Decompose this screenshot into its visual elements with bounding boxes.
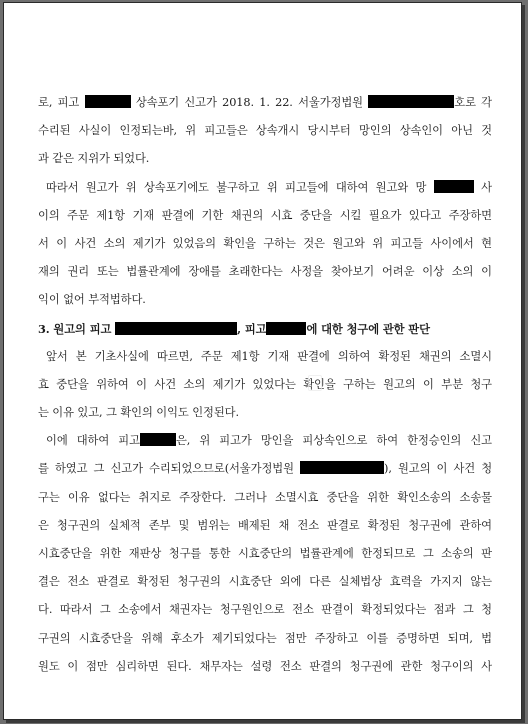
section-heading <box>38 315 492 343</box>
text-segment: 구권의 시효중단을 위해 후소가 제기되었다는 점만 주장하고 이를 증명하면 되며, 법 <box>38 631 492 645</box>
heading-segment: 3. 원고의 피고 <box>38 321 116 336</box>
text-segment: 은 청구권의 실체적 존부 및 범위는 배제된 채 전소 판결로 확정된 청구권에 관하여 <box>38 518 492 532</box>
document-page <box>3 2 522 720</box>
text-line <box>38 89 492 117</box>
text-line <box>38 117 492 145</box>
text-segment: 따라서 원고가 위 상속포기에도 불구하고 위 피고들에 대하여 원고와 망 <box>46 180 434 194</box>
text-segment: 과 같은 지위가 되었다. <box>38 152 150 166</box>
heading-segment: , 피고 <box>237 321 267 336</box>
text-line <box>38 625 492 653</box>
text-segment: 재의 권리 또는 법률관계에 장애를 초래한다는 사정을 찾아보기 어려운 이상 소의 이 <box>38 265 492 279</box>
text-line <box>38 484 492 512</box>
redaction-block <box>434 180 474 193</box>
text-segment: 익이 없어 부적법하다. <box>38 293 146 307</box>
text-segment: 구는 이유 없다는 취지로 주장한다. 그러나 소멸시효 중단을 위한 확인소송의 소송물 <box>38 490 492 504</box>
redaction-block <box>140 433 176 446</box>
text-segment: 이에 대하여 피고 <box>46 434 140 448</box>
text-segment: ), 원고의 이 사건 청 <box>384 462 493 476</box>
text-line <box>38 653 492 681</box>
text-line <box>38 286 492 314</box>
text-line <box>38 399 492 427</box>
text-line <box>38 568 492 596</box>
text-segment: 사 <box>473 180 492 194</box>
text-line <box>38 455 492 483</box>
text-line <box>38 202 492 230</box>
text-segment: 이의 주문 제1항 기재 판결에 기한 채권의 시효 중단을 시킬 필요가 있다고 주장하면 <box>38 208 492 222</box>
text-segment: 호로 각 <box>454 96 492 109</box>
redaction-block <box>300 461 384 474</box>
redaction-block <box>266 322 306 335</box>
text-segment: 은, 위 피고가 망인을 피상속인으로 하여 한정승인의 신고 <box>175 434 492 448</box>
text-segment: 수리된 사실이 인정되는바, 위 피고들은 상속개시 당시부터 망인의 상속인이 아닌 것 <box>38 124 492 138</box>
text-segment: 상속포기 신고가 2018. 1. 22. 서울가정법원 <box>130 96 369 109</box>
heading-segment: 에 대한 청구에 관한 판단 <box>306 321 430 336</box>
text-line <box>38 512 492 540</box>
faint-watermark-mark <box>308 375 322 391</box>
text-segment: 원도 이 점만 심리하면 된다. 채무자는 설령 전소 판결의 청구권에 관한 청구이의 사 <box>38 659 492 673</box>
text-segment: 로, 피고 <box>38 96 85 109</box>
text-line <box>38 427 492 455</box>
text-line <box>38 596 492 624</box>
redaction-block <box>368 95 454 108</box>
text-segment: 결은 전소 판결로 확정된 청구권의 시효중단 외에 다른 실체법상 효력을 가지지 않는 <box>38 575 492 589</box>
redaction-block <box>115 322 237 335</box>
text-segment: 서 이 사건 소의 제기가 있었음의 확인을 구하는 것은 원고와 위 피고들 사이에서 현 <box>38 236 492 250</box>
text-line <box>38 230 492 258</box>
text-line <box>38 174 492 202</box>
text-segment: 는 이유 있고, 그 확인의 이익도 인정된다. <box>38 406 239 420</box>
redaction-block <box>85 95 131 108</box>
text-segment: 다. 따라서 그 소송에서 채권자는 청구원인으로 전소 판결이 확정되었다는 점과 그 청 <box>38 603 492 617</box>
text-line <box>38 145 492 173</box>
document-body <box>38 89 492 681</box>
text-segment: 효 중단을 위하여 이 사건 소의 제기가 있었다는 확인을 구하는 원고의 이 부분 청구 <box>38 377 492 391</box>
text-line <box>38 343 492 371</box>
text-line <box>38 540 492 568</box>
text-segment: 앞서 본 기초사실에 따르면, 주문 제1항 기재 판결에 의하여 확정된 채권의 소멸시 <box>46 349 492 363</box>
text-line <box>38 258 492 286</box>
text-line <box>38 371 492 399</box>
text-segment: 를 하였고 그 신고가 수리되었으므로(서울가정법원 <box>38 462 301 476</box>
text-segment: 시효중단을 위한 재판상 청구를 통한 시효중단의 법률관계에 한정되므로 그 소송의 판 <box>38 547 492 560</box>
